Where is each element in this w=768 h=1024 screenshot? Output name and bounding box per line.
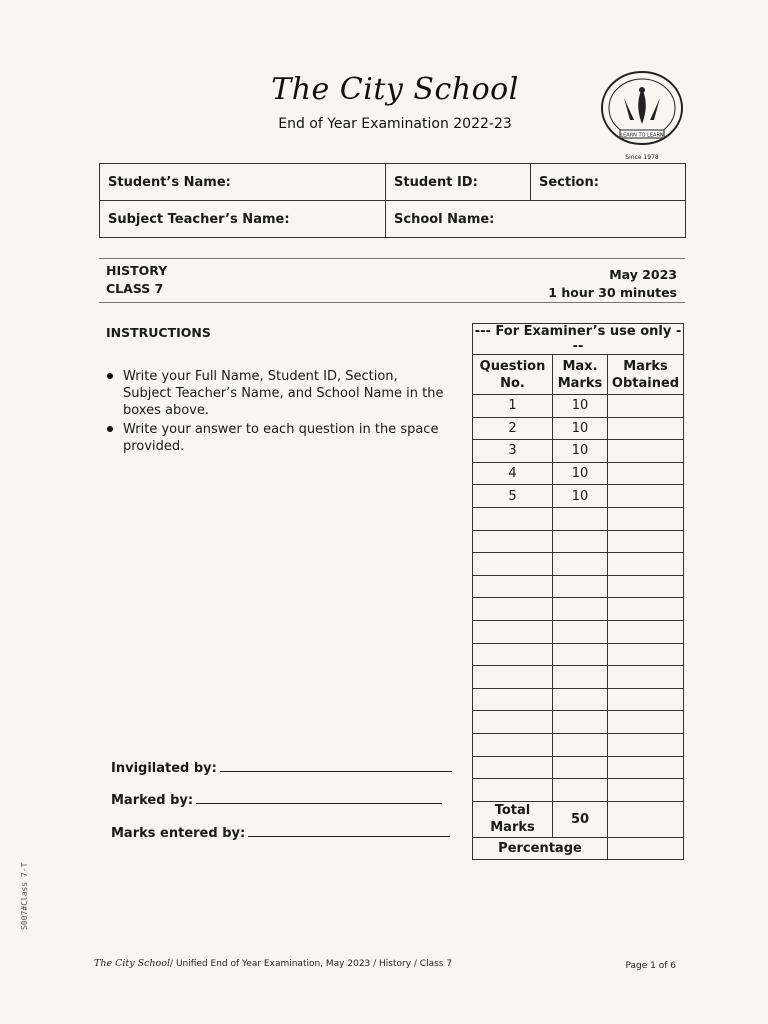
bullet-icon bbox=[107, 373, 113, 379]
page-number: Page 1 of 6 bbox=[625, 961, 676, 971]
footer-text bbox=[94, 958, 452, 969]
marks-obtained-cell[interactable] bbox=[608, 462, 684, 485]
exam-date: May 2023 bbox=[609, 267, 677, 282]
percentage-label: Percentage bbox=[473, 837, 608, 860]
invigilated-label: Invigilated by: bbox=[111, 761, 217, 776]
list-item bbox=[106, 368, 446, 419]
table-row bbox=[473, 417, 684, 440]
section-label: Section: bbox=[539, 174, 599, 190]
table-row bbox=[473, 485, 684, 508]
student-info-table bbox=[99, 163, 686, 238]
marks-obtained-cell[interactable] bbox=[608, 620, 684, 643]
question-no: 4 bbox=[473, 462, 553, 485]
marks-obtained-cell[interactable] bbox=[608, 417, 684, 440]
school-crest-icon bbox=[598, 68, 686, 164]
table-row bbox=[473, 575, 684, 598]
bullet-icon bbox=[107, 426, 113, 432]
marks-obtained-cell[interactable] bbox=[608, 553, 684, 576]
marks-obtained-cell[interactable] bbox=[608, 507, 684, 530]
max-marks: 10 bbox=[553, 395, 608, 418]
table-row bbox=[473, 688, 684, 711]
marks-obtained-cell[interactable] bbox=[608, 530, 684, 553]
footer-description: / Unified End of Year Examination, May 2023 / History / Class 7 bbox=[170, 959, 453, 969]
instructions-list bbox=[106, 368, 446, 457]
since-label: Since 1978 bbox=[625, 154, 659, 161]
invigilated-by-row bbox=[111, 761, 452, 776]
marks-obtained-cell[interactable] bbox=[608, 666, 684, 689]
max-marks: 10 bbox=[553, 440, 608, 463]
teacher-name-label: Subject Teacher’s Name: bbox=[108, 211, 290, 227]
instruction-text: Write your answer to each question in the space provided. bbox=[123, 422, 439, 454]
teacher-name-field[interactable] bbox=[100, 201, 386, 238]
total-obtained-cell[interactable] bbox=[608, 801, 684, 837]
class-name: CLASS 7 bbox=[106, 281, 164, 296]
table-row bbox=[473, 395, 684, 418]
question-no: 2 bbox=[473, 417, 553, 440]
student-id-field[interactable] bbox=[386, 164, 531, 201]
table-row bbox=[473, 756, 684, 779]
student-name-field[interactable] bbox=[100, 164, 386, 201]
divider bbox=[99, 258, 685, 259]
divider bbox=[99, 302, 685, 303]
header-max-marks: Max. Marks bbox=[553, 355, 608, 395]
examiner-table bbox=[472, 323, 684, 860]
school-name-field[interactable] bbox=[386, 201, 686, 238]
marks-obtained-cell[interactable] bbox=[608, 598, 684, 621]
table-row bbox=[473, 666, 684, 689]
side-code: S007#Class 7-T bbox=[20, 862, 29, 930]
marks-obtained-cell[interactable] bbox=[608, 485, 684, 508]
marks-obtained-cell[interactable] bbox=[608, 688, 684, 711]
instruction-text: Write your Full Name, Student ID, Section, Subject Teacher’s Name, and School Name in the boxes above. bbox=[123, 369, 444, 418]
marks-obtained-cell[interactable] bbox=[608, 575, 684, 598]
marks-entered-signature-line[interactable] bbox=[248, 835, 450, 837]
max-marks: 10 bbox=[553, 462, 608, 485]
student-id-label: Student ID: bbox=[394, 174, 478, 190]
total-marks-label: Total Marks bbox=[473, 801, 553, 837]
header-marks-obtained: Marks Obtained bbox=[608, 355, 684, 395]
marks-obtained-cell[interactable] bbox=[608, 440, 684, 463]
table-row bbox=[473, 733, 684, 756]
marks-obtained-cell[interactable] bbox=[608, 756, 684, 779]
percentage-cell[interactable] bbox=[608, 837, 684, 860]
table-row bbox=[473, 620, 684, 643]
table-row bbox=[473, 711, 684, 734]
marks-obtained-cell[interactable] bbox=[608, 733, 684, 756]
header-question-no: Question No. bbox=[473, 355, 553, 395]
marks-obtained-cell[interactable] bbox=[608, 395, 684, 418]
school-name-label: School Name: bbox=[394, 211, 495, 227]
marks-entered-row bbox=[111, 826, 450, 841]
footer-brand: The City School bbox=[94, 958, 171, 969]
max-marks: 10 bbox=[553, 485, 608, 508]
student-name-label: Student’s Name: bbox=[108, 174, 231, 190]
list-item bbox=[106, 421, 446, 455]
question-no: 5 bbox=[473, 485, 553, 508]
table-row bbox=[473, 440, 684, 463]
question-no: 3 bbox=[473, 440, 553, 463]
table-row bbox=[473, 553, 684, 576]
invigilated-signature-line[interactable] bbox=[220, 770, 452, 772]
exam-duration: 1 hour 30 minutes bbox=[548, 285, 677, 300]
marked-signature-line[interactable] bbox=[196, 802, 442, 804]
marked-label: Marked by: bbox=[111, 793, 194, 808]
examiner-table-title: --- For Examiner’s use only --- bbox=[473, 324, 684, 355]
table-row bbox=[473, 779, 684, 802]
crest-motto: LEARN TO LEARN bbox=[620, 132, 664, 139]
max-marks: 10 bbox=[553, 417, 608, 440]
marks-obtained-cell[interactable] bbox=[608, 643, 684, 666]
total-marks-value: 50 bbox=[553, 801, 608, 837]
table-row bbox=[473, 643, 684, 666]
table-row bbox=[473, 530, 684, 553]
exam-title: End of Year Examination 2022-23 bbox=[278, 116, 512, 132]
question-no: 1 bbox=[473, 395, 553, 418]
table-row bbox=[473, 507, 684, 530]
table-row bbox=[473, 462, 684, 485]
marks-entered-label: Marks entered by: bbox=[111, 826, 246, 841]
marks-obtained-cell[interactable] bbox=[608, 711, 684, 734]
section-field[interactable] bbox=[531, 164, 686, 201]
school-title: The City School bbox=[271, 72, 519, 107]
subject-name: HISTORY bbox=[106, 263, 168, 278]
marks-obtained-cell[interactable] bbox=[608, 779, 684, 802]
table-row bbox=[473, 598, 684, 621]
instructions-heading: INSTRUCTIONS bbox=[106, 325, 211, 340]
marked-by-row bbox=[111, 793, 442, 808]
